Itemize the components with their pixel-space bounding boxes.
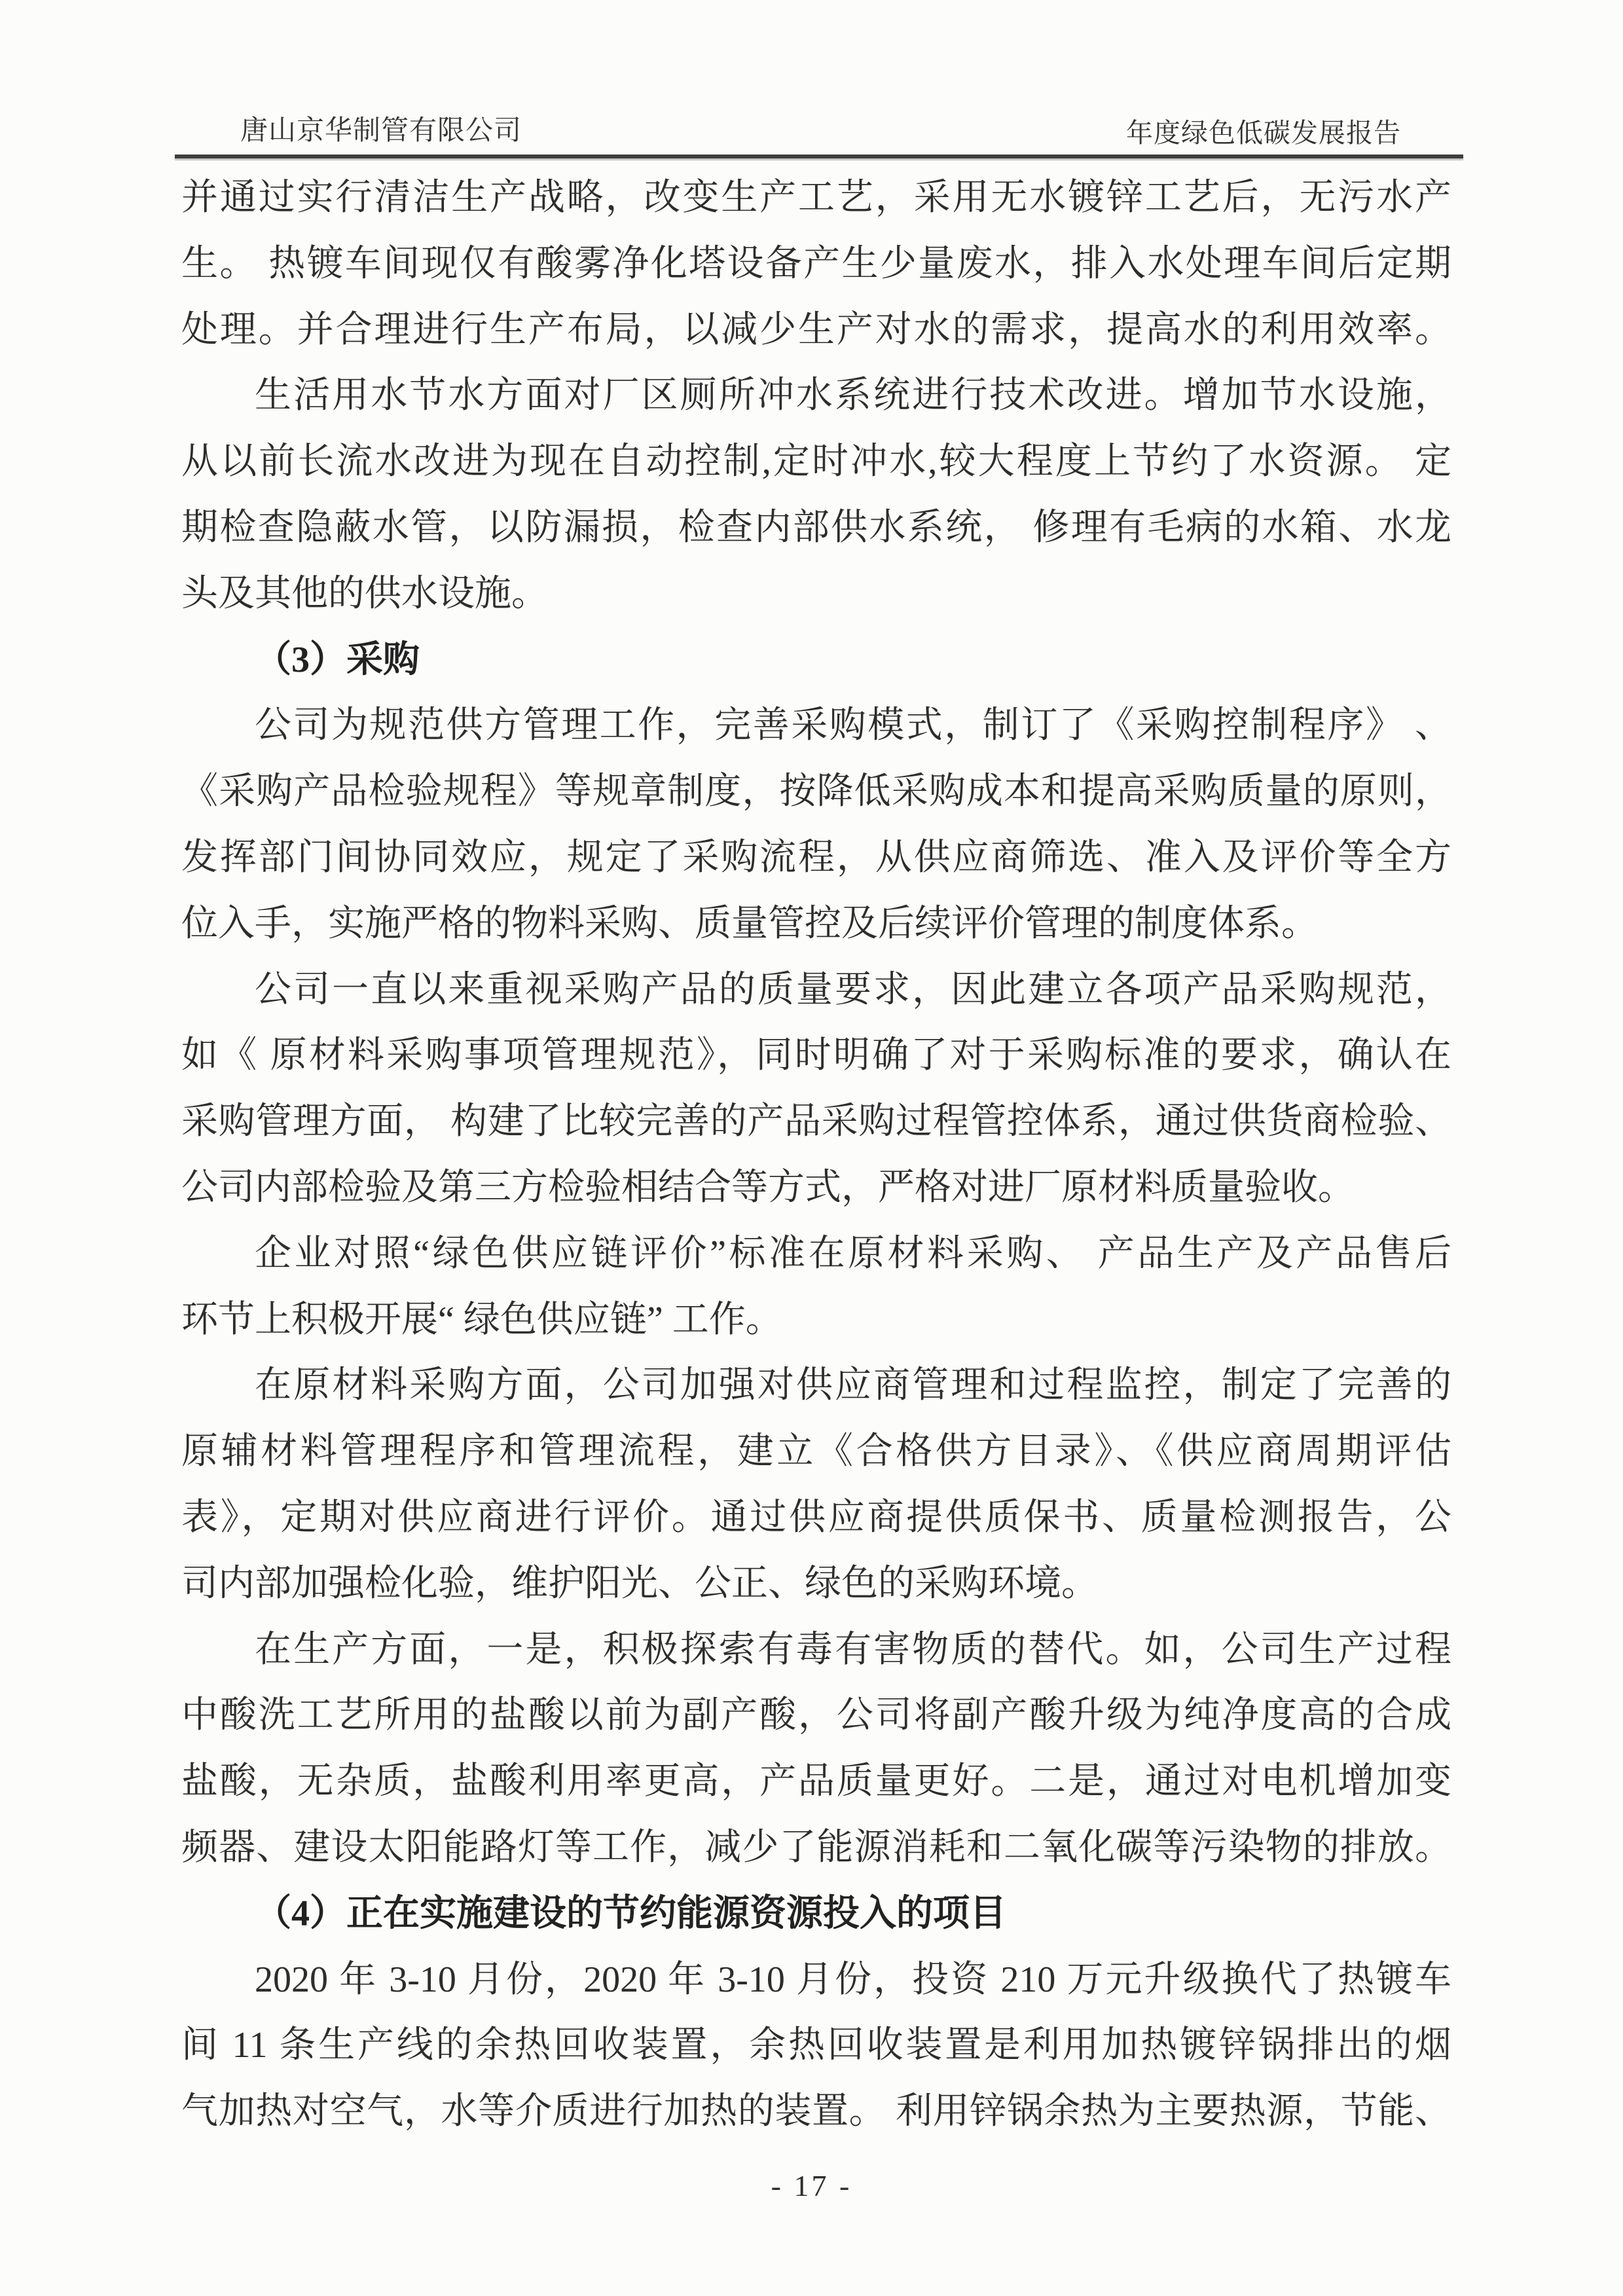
document-body	[181, 165, 1451, 2145]
text-line: 生活用水节水方面对厂区厕所冲水系统进行技术改进。增加节水设施，	[255, 375, 1451, 416]
text-line: 如《 原材料采购事项管理规范》，同时明确了对于采购标准的要求，确认在	[181, 1035, 1451, 1076]
text-line: 公司为规范供方管理工作，完善采购模式，制订了《采购控制程序》 、	[255, 705, 1451, 746]
text-line: 频器、建设太阳能路灯等工作，减少了能源消耗和二氧化碳等污染物的排放。	[181, 1827, 1451, 1868]
text-line: 发挥部门间协同效应，规定了采购流程，从供应商筛选、准入及评价等全方	[181, 837, 1451, 878]
header-company-name: 唐山京华制管有限公司	[240, 116, 522, 146]
text-line: 位入手，实施严格的物料采购、质量管控及后续评价管理的制度体系。	[181, 903, 1318, 944]
text-line: 《采购产品检验规程》等规章制度，按降低采购成本和提高采购质量的原则，	[181, 771, 1451, 812]
section-heading-energy-projects: （4）正在实施建设的节约能源资源投入的项目	[255, 1893, 1006, 1934]
text-line: 间 11 条生产线的余热回收装置，余热回收装置是利用加热镀锌锅排出的烟	[181, 2025, 1451, 2066]
header-rule	[175, 155, 1463, 158]
text-line: 在生产方面，一是，积极探索有毒有害物质的替代。如，公司生产过程	[255, 1629, 1451, 1670]
text-line: 司内部加强检化验，维护阳光、公正、绿色的采购环境。	[181, 1563, 1098, 1604]
text-line: 2020 年 3-10 月份，2020 年 3-10 月份，投资 210 万元升级换代了热镀车	[255, 1959, 1451, 2000]
text-line: 从以前长流水改进为现在自动控制,定时冲水,较大程度上节约了水资源。 定	[181, 441, 1451, 483]
text-line: 生。 热镀车间现仅有酸雾净化塔设备产生少量废水，排入水处理车间后定期	[181, 243, 1451, 284]
text-line: 环节上积极开展“ 绿色供应链” 工作。	[181, 1299, 782, 1340]
text-line: 盐酸，无杂质，盐酸利用率更高，产品质量更好。二是，通过对电机增加变	[181, 1761, 1451, 1802]
text-line: 采购管理方面， 构建了比较完善的产品采购过程管控体系，通过供货商检验、	[181, 1101, 1451, 1142]
text-line: 公司一直以来重视采购产品的质量要求，因此建立各项产品采购规范，	[255, 969, 1451, 1010]
text-line: 表》，定期对供应商进行评价。通过供应商提供质保书、质量检测报告，公	[181, 1497, 1451, 1538]
text-line: 处理。并合理进行生产布局，以减少生产对水的需求，提高水的利用效率。	[181, 309, 1451, 350]
page-number: - 17 -	[771, 2169, 852, 2202]
text-line: 气加热对空气，水等介质进行加热的装置。 利用锌锅余热为主要热源，节能、	[181, 2091, 1451, 2132]
header-report-title: 年度绿色低碳发展报告	[1126, 118, 1401, 148]
text-line: 在原材料采购方面，公司加强对供应商管理和过程监控，制定了完善的	[255, 1365, 1451, 1406]
text-line: 公司内部检验及第三方检验相结合等方式，严格对进厂原材料质量验收。	[181, 1167, 1355, 1208]
section-heading-procurement: （3）采购	[255, 639, 420, 680]
text-line: 并通过实行清洁生产战略，改变生产工艺，采用无水镀锌工艺后，无污水产	[181, 177, 1451, 218]
text-line: 企业对照“绿色供应链评价”标准在原材料采购、 产品生产及产品售后	[255, 1233, 1451, 1274]
text-line: 原辅材料管理程序和管理流程，建立《合格供方目录》、《供应商周期评估	[181, 1431, 1451, 1472]
text-line: 中酸洗工艺所用的盐酸以前为副产酸，公司将副产酸升级为纯净度高的合成	[181, 1695, 1451, 1736]
text-line: 期检查隐蔽水管，以防漏损，检查内部供水系统， 修理有毛病的水箱、水龙	[181, 507, 1451, 548]
text-line: 头及其他的供水设施。	[181, 573, 548, 614]
